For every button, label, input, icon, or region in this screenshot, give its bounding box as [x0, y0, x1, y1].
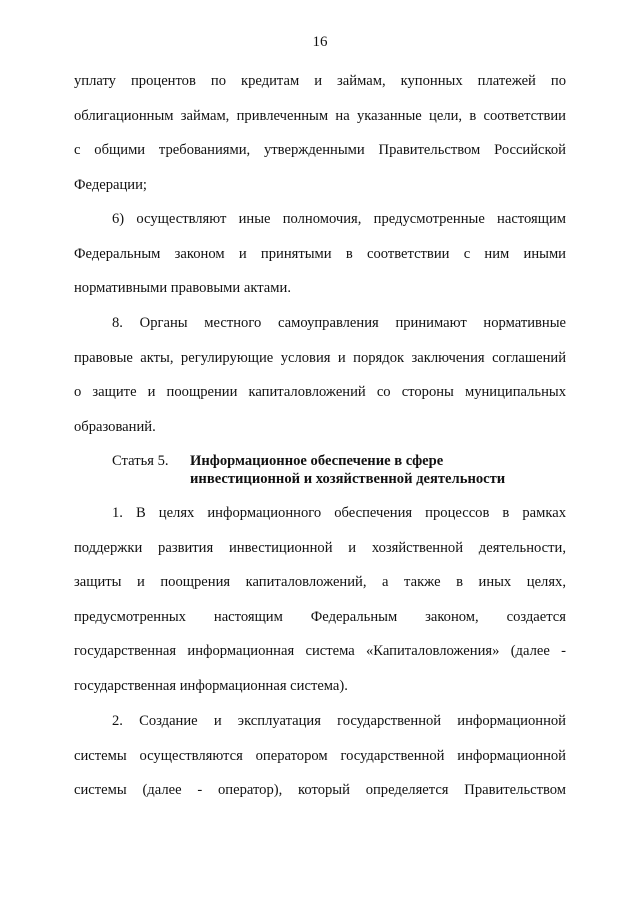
- article-title-line: инвестиционной и хозяйственной деятельности: [190, 471, 506, 487]
- paragraph-line: предусмотренных настоящим Федеральным законом, создается: [74, 608, 566, 625]
- paragraph-1: [74, 64, 566, 202]
- paragraph-line: системы осуществляются оператором государственной информационной: [74, 747, 566, 764]
- paragraph-line: государственная информационная система «Капиталовложения» (далее -: [74, 643, 566, 659]
- paragraph-line: поддержки развития инвестиционной и хозяйственной деятельности,: [74, 539, 566, 556]
- paragraph-4: [74, 496, 566, 703]
- paragraph-5: [74, 704, 566, 808]
- paragraph-2: [74, 202, 566, 306]
- paragraph-line: о защите и поощрении капиталовложений со стороны муниципальных: [74, 384, 566, 400]
- paragraph-line: Федерации;: [74, 176, 147, 193]
- paragraph-line: нормативными правовыми актами.: [74, 280, 291, 296]
- paragraph-line: правовые акты, регулирующие условия и порядок заключения соглашений: [74, 349, 566, 366]
- article-title-line: Информационное обеспечение в сфере: [190, 453, 444, 469]
- paragraph-line: уплату процентов по кредитам и займам, купонных платежей по: [74, 73, 566, 89]
- page-number: 16: [312, 34, 328, 50]
- paragraph-line: образований.: [74, 418, 156, 435]
- paragraph-line: защиты и поощрения капиталовложений, а также в иных целях,: [74, 574, 566, 590]
- paragraph-line: 8. Органы местного самоуправления принимают нормативные: [112, 315, 566, 331]
- paragraph-3: [74, 306, 566, 444]
- paragraph-line: системы (далее - оператор), который определяется Правительством: [74, 782, 566, 798]
- paragraph-line: Федеральным законом и принятыми в соответствии с ним иными: [74, 245, 566, 262]
- paragraph-line: 6) осуществляют иные полномочия, предусмотренные настоящим: [112, 211, 566, 227]
- paragraph-line: с общими требованиями, утвержденными Правительством Российской: [74, 142, 566, 158]
- paragraph-line: 2. Создание и эксплуатация государственной информационной: [112, 713, 566, 729]
- paragraph-line: государственная информационная система).: [74, 677, 348, 694]
- article-label: Статья 5.: [112, 453, 169, 469]
- article-title: [190, 452, 505, 488]
- paragraph-line: 1. В целях информационного обеспечения процессов в рамках: [112, 505, 566, 521]
- paragraph-line: облигационным займам, привлеченным на указанные цели, в соответствии: [74, 107, 566, 124]
